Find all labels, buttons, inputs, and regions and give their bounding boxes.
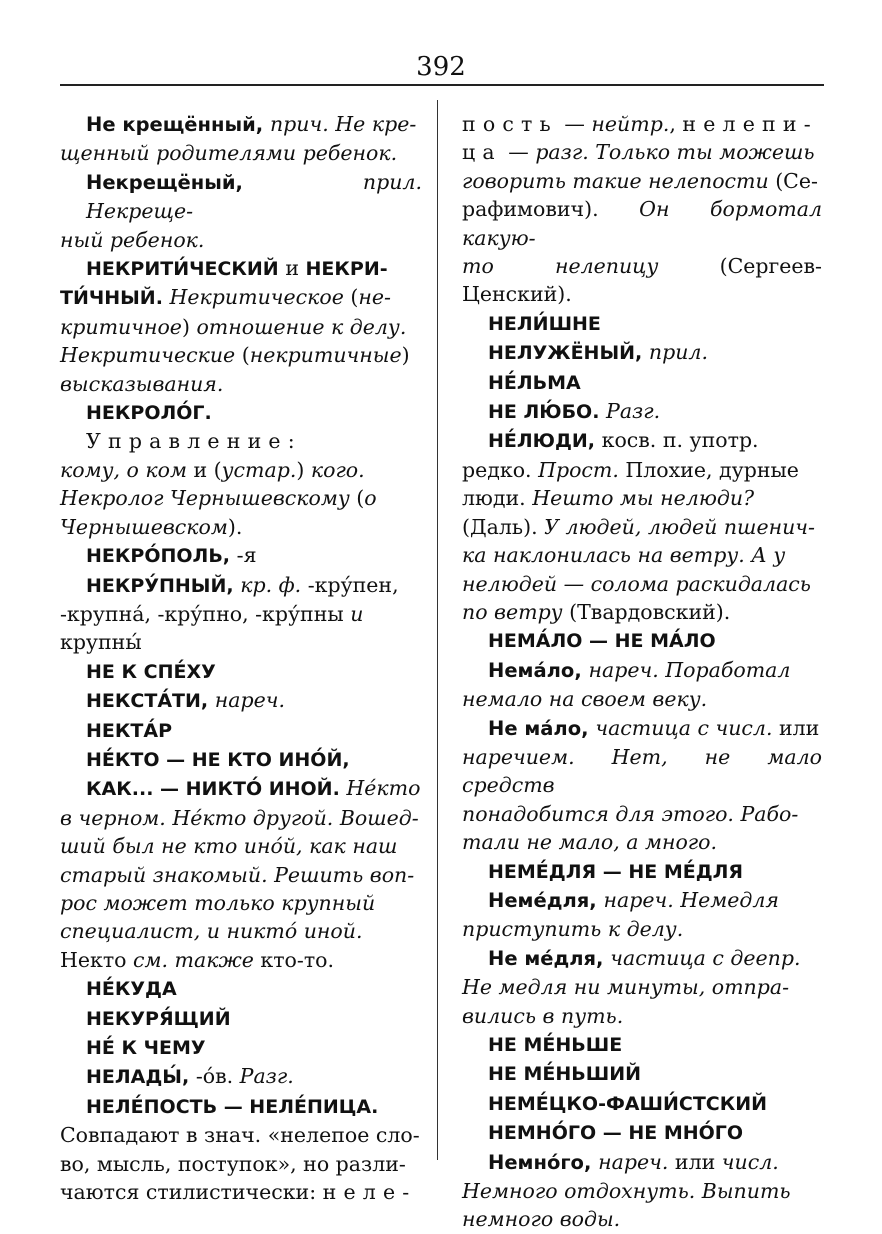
text-run: ).: [227, 514, 243, 539]
text-line: [462, 309, 822, 338]
text-line: [462, 1002, 822, 1030]
text-line: [462, 570, 822, 598]
text-run: Разг.: [239, 1064, 294, 1089]
text-run: устар.: [221, 457, 297, 482]
text-run: ца: [462, 140, 502, 165]
headword: НЕМНО́ГО — НЕ МНО́ГО: [488, 1122, 744, 1145]
text-line: [462, 886, 822, 915]
headword: НЕМЕ́ДЛЯ — НЕ МЕ́ДЛЯ: [488, 860, 744, 883]
text-run: рафимович).: [462, 197, 640, 222]
text-line: [462, 743, 822, 800]
text-run: в черном. Не́кто другой. Вошед-: [60, 805, 419, 830]
text-run: и: [285, 256, 306, 281]
headword: Не ма́ло,: [488, 716, 596, 740]
text-line: [462, 484, 822, 512]
text-run: нареч. Немедля: [603, 887, 779, 912]
text-line: [462, 252, 822, 309]
text-line: [60, 804, 422, 832]
text-run: высказывания.: [60, 371, 224, 396]
headword: НЕ́КТО — НЕ КТО ИНО́Й,: [86, 748, 350, 771]
text-run: -кру́пен,: [307, 572, 399, 597]
text-line: [60, 1004, 422, 1033]
text-run: Некто: [60, 947, 134, 972]
headword: Нема́ло,: [488, 658, 589, 682]
text-run: во, мысль, поступок», но разли-: [60, 1151, 406, 1176]
text-run: некритичные: [249, 343, 402, 368]
text-run: :: [287, 429, 295, 454]
text-line: [60, 283, 422, 312]
text-run: (: [350, 285, 359, 310]
text-run: -крупна́, -кру́пно, -кру́пны: [60, 601, 351, 626]
text-run: Нешто мы нелюди?: [532, 486, 755, 511]
text-line: [60, 541, 422, 570]
text-run: неле-: [322, 1180, 417, 1205]
text-line: [462, 973, 822, 1001]
headword: НЕКСТА́ТИ,: [86, 690, 215, 713]
headword: Не ме́для,: [488, 946, 611, 970]
text-run: тали не мало, а много.: [462, 830, 718, 855]
text-run: крупны́: [60, 630, 142, 655]
text-run: У людей, людей пшенич-: [544, 514, 815, 539]
text-line: [462, 426, 822, 455]
right-column: [462, 110, 822, 1234]
text-run: —: [501, 140, 536, 165]
text-line: [60, 600, 422, 628]
text-line: [60, 745, 422, 774]
text-line: [462, 110, 822, 138]
text-line: [60, 254, 422, 283]
text-line: [60, 889, 422, 917]
text-run: щенный родителями ребенок.: [60, 141, 398, 166]
headword: НЕКРО́ПОЛЬ,: [86, 545, 237, 568]
text-run: критичное: [60, 314, 182, 339]
text-line: [60, 716, 422, 745]
headword: НЕКРИТИ́ЧЕСКИЙ: [86, 258, 286, 281]
text-line: [462, 195, 822, 252]
headword: НЕКТА́Р: [86, 719, 173, 742]
text-line: [462, 1118, 822, 1147]
text-run: нареч. Поработал: [588, 657, 791, 682]
text-line: [60, 917, 422, 945]
text-line: [462, 1059, 822, 1088]
text-run: и: [350, 601, 364, 626]
text-line: [60, 861, 422, 889]
text-line: [462, 1148, 822, 1177]
text-run: Некритические: [60, 343, 242, 368]
text-line: [60, 398, 422, 456]
text-line: [462, 944, 822, 973]
text-run: (Се-: [775, 168, 818, 193]
headword: НЕ́ЛЬМА: [488, 371, 581, 394]
page-number: 392: [416, 52, 466, 82]
text-run: Разг.: [606, 399, 661, 424]
text-run: —: [557, 112, 592, 136]
text-line: [60, 1150, 422, 1178]
headword: НЕЛИ́ШНЕ: [488, 312, 601, 335]
text-run: (Даль).: [462, 514, 545, 539]
text-line: [60, 1178, 422, 1206]
text-line: [462, 1089, 822, 1118]
text-line: [60, 168, 422, 226]
text-line: [462, 456, 822, 484]
headword: НЕ К СПЕ́ХУ: [86, 660, 216, 683]
headword: НЕЛУЖЁНЫЙ,: [488, 342, 649, 365]
text-run: наречием. Нет, не мало средств: [462, 744, 822, 798]
text-run: редко.: [462, 457, 539, 482]
text-line: [60, 832, 422, 860]
text-run: нелюдей — солома раскидалась: [462, 571, 811, 596]
text-line: [462, 541, 822, 569]
headword: ТИ́ЧНЫЙ.: [60, 287, 170, 310]
text-line: [462, 368, 822, 397]
headword: НЕКУРЯ́ЩИЙ: [86, 1007, 231, 1030]
text-line: [462, 167, 822, 195]
text-line: [60, 226, 422, 254]
text-line: [462, 915, 822, 943]
headword: НЕЛАДЫ́,: [86, 1066, 196, 1089]
text-run: Некритическое: [169, 285, 351, 310]
text-line: [462, 656, 822, 685]
text-run: ): [181, 314, 197, 339]
text-run: Чернышевском: [60, 514, 228, 539]
text-line: [60, 657, 422, 686]
text-run: не-: [358, 285, 391, 310]
text-run: Прост.: [538, 457, 626, 482]
text-run: нареч.: [214, 688, 285, 713]
headword: НЕ ЛЮ́БО.: [488, 401, 607, 424]
header-rule: [60, 84, 824, 86]
text-run: -я: [236, 543, 257, 568]
text-run: см. также: [133, 947, 261, 972]
text-line: [462, 714, 822, 743]
text-run: частица с числ.: [595, 715, 779, 740]
headword: НЕМЕ́ЦКО-ФАШИ́СТСКИЙ: [488, 1092, 768, 1115]
text-run: Немного отдохнуть. Выпить: [462, 1179, 791, 1204]
text-run: разг. Только ты можешь: [535, 140, 815, 165]
text-run: нареч.: [598, 1149, 675, 1174]
text-run: Не́кто: [346, 776, 421, 801]
text-run: прил. Некреще-: [86, 169, 422, 224]
headword: НЕ́КУДА: [86, 978, 177, 1001]
text-line: [60, 370, 422, 398]
text-run: Некролог Чернышевскому: [60, 486, 357, 511]
headword: КАК... — НИКТО́ ИНОЙ.: [86, 778, 347, 801]
text-run: кому, о ком: [60, 457, 194, 482]
text-line: [60, 1033, 422, 1062]
text-run: о: [364, 486, 377, 511]
text-run: ка наклонилась на ветру. А у: [462, 543, 786, 568]
text-line: [462, 138, 822, 166]
text-line: [462, 626, 822, 655]
headword: НЕКРУ́ПНЫЙ,: [86, 574, 241, 597]
text-run: (: [241, 343, 250, 368]
text-run: ): [296, 457, 311, 482]
text-line: [60, 1121, 422, 1149]
text-run: приступить к делу.: [462, 917, 684, 942]
text-line: [60, 313, 422, 341]
column-divider: [437, 100, 438, 1160]
text-run: немало на своем веку.: [462, 687, 708, 712]
text-run: рос может только крупный: [60, 890, 376, 915]
text-run: то нелепицу: [462, 254, 720, 279]
text-run: старый знакомый. Решить воп-: [60, 862, 415, 887]
text-run: ): [401, 343, 410, 368]
headword: НЕ́ К ЧЕМУ: [86, 1037, 206, 1059]
text-line: [60, 974, 422, 1003]
headword: Некрещёный,: [86, 170, 363, 194]
text-line: [60, 628, 422, 656]
text-run: ,: [669, 112, 683, 136]
text-line: [462, 857, 822, 886]
text-line: [462, 598, 822, 626]
text-run: или: [778, 715, 820, 740]
text-line: [462, 397, 822, 426]
text-run: Управление: [86, 429, 288, 454]
text-run: частица с деепр.: [610, 945, 801, 970]
text-run: прич. Не кре-: [269, 112, 417, 136]
text-line: [462, 338, 822, 367]
text-line: [60, 513, 422, 541]
text-run: прил.: [648, 340, 708, 365]
headword: НЕЛЕ́ПОСТЬ — НЕЛЕ́ПИЦА.: [86, 1095, 379, 1118]
text-run: нелепи-: [682, 112, 818, 136]
text-run: ный ребенок.: [60, 227, 205, 252]
text-line: [60, 571, 422, 600]
headword: НЕ МЕ́НЬШИЙ: [488, 1063, 642, 1086]
text-line: [462, 685, 822, 713]
text-line: [60, 484, 422, 512]
text-line: [60, 1062, 422, 1091]
text-run: нейтр.: [591, 112, 670, 136]
text-run: Он бормотал какую-: [462, 197, 822, 250]
text-line: [60, 946, 422, 974]
text-run: специалист, и никто́ иной.: [60, 919, 363, 944]
text-run: понадобится для этого. Рабо-: [462, 801, 799, 826]
text-line: [60, 1092, 422, 1121]
text-line: [60, 774, 422, 803]
text-line: [60, 686, 422, 715]
left-column: [60, 110, 422, 1206]
text-run: или: [674, 1149, 722, 1174]
text-line: [462, 828, 822, 856]
text-run: Плохие, дурные: [625, 457, 799, 482]
text-run: отношение к делу.: [196, 314, 407, 339]
text-run: косв. п. употр.: [601, 428, 759, 453]
text-run: кого.: [310, 457, 365, 482]
text-line: [462, 800, 822, 828]
headword: НЕКРИ-: [305, 258, 388, 281]
text-line: [462, 1177, 822, 1205]
text-run: Не медля ни минуты, отпра-: [462, 975, 790, 1000]
headword: Немно́го,: [488, 1150, 599, 1174]
headword: НЕ МЕ́НЬШЕ: [488, 1034, 623, 1056]
text-run: чаются стилистически:: [60, 1180, 323, 1205]
headword: Не крещённый,: [86, 113, 270, 136]
text-line: [462, 1205, 822, 1233]
text-run: (: [356, 486, 365, 511]
text-run: Совпадают в знач. «нелепое сло-: [60, 1123, 420, 1148]
text-run: пость: [462, 112, 558, 136]
headword: НЕ́ЛЮДИ,: [488, 430, 602, 453]
text-run: (Сергеев-Ценский).: [462, 254, 822, 307]
text-line: [462, 1030, 822, 1059]
text-run: числ.: [721, 1149, 779, 1174]
text-run: говорить такие нелепости: [462, 168, 776, 193]
text-run: кто-то.: [260, 947, 335, 972]
text-run: вились в путь.: [462, 1003, 624, 1028]
text-line: [60, 341, 422, 369]
text-line: [60, 110, 422, 139]
text-run: люди.: [462, 486, 533, 511]
text-run: по ветру: [462, 599, 570, 624]
text-run: (Твардовский).: [569, 599, 731, 624]
text-run: кр. ф.: [240, 572, 308, 597]
text-run: и (: [193, 457, 222, 482]
headword: Неме́для,: [488, 888, 604, 912]
text-run: немного воды.: [462, 1207, 621, 1232]
text-line: [60, 139, 422, 167]
text-line: [60, 456, 422, 484]
headword: НЕКРОЛО́Г.: [86, 402, 212, 425]
text-line: [462, 513, 822, 541]
text-run: ший был не кто ино́й, как наш: [60, 834, 398, 859]
headword: НЕМА́ЛО — НЕ МА́ЛО: [488, 630, 716, 653]
text-run: -о́в.: [195, 1064, 240, 1089]
